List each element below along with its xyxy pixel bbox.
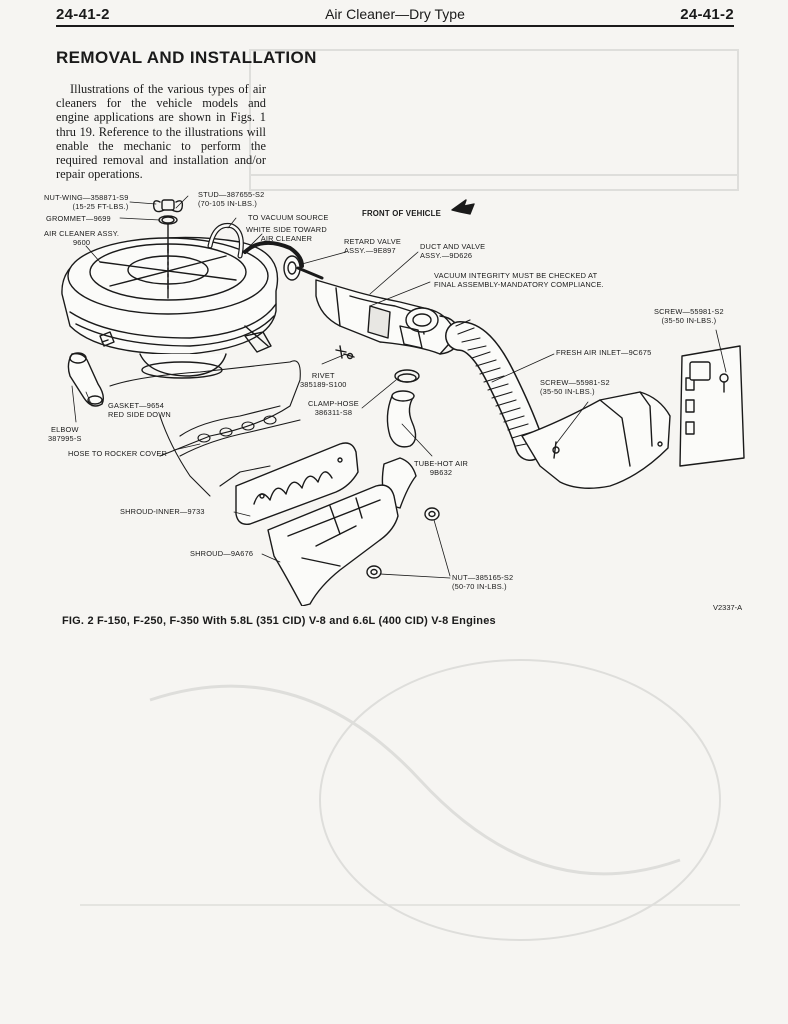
label-white-side: WHITE SIDE TOWARD AIR CLEANER — [246, 225, 327, 243]
label-air-cleaner: AIR CLEANER ASSY. 9600 — [44, 229, 120, 247]
label-shroud-inner: SHROUD-INNER—9733 — [120, 507, 205, 516]
label-fresh-air-inlet: FRESH AIR INLET—9C675 — [556, 348, 652, 357]
label-duct-valve: DUCT AND VALVE ASSY.—9D626 — [420, 242, 486, 260]
label-stud: STUD—387655-S2 (70-105 IN-LBS.) — [198, 190, 265, 208]
header-rule — [56, 25, 734, 27]
figure-code: V2337-A — [713, 603, 743, 612]
nut-lower — [367, 566, 381, 578]
label-screw-lower: SCREW—55981-S2 (35-50 IN-LBS.) — [540, 378, 610, 396]
air-cleaner-housing — [62, 237, 278, 378]
section-title: REMOVAL AND INSTALLATION — [56, 48, 317, 67]
label-vacuum-integrity: VACUUM INTEGRITY MUST BE CHECKED AT FINAL ASSEMBLY-MANDATORY COMPLIANCE. — [434, 271, 604, 289]
exploded-view-figure — [40, 186, 760, 606]
header-title: Air Cleaner—Dry Type — [325, 6, 465, 22]
label-nut-lower: NUT—385165-S2 (50-70 IN-LBS.) — [452, 573, 514, 591]
fresh-air-inlet — [522, 346, 744, 488]
label-nut-wing: NUT-WING—358871-S9 (15-25 FT-LBS.) — [44, 193, 129, 211]
label-tube-hot-air: TUBE-HOT AIR 9B632 — [414, 459, 469, 477]
intro-paragraph: Illustrations of the various types of air cleaners for the vehicle models and engine applications are shown in Figs. 1 thru 19. Reference to the illustrations will enable the mechanic to perform the required removal and installation and/or repair operations. — [56, 82, 266, 182]
label-front-of-vehicle: FRONT OF VEHICLE — [362, 209, 442, 218]
front-arrow-icon — [452, 200, 474, 214]
nut-upper — [425, 508, 439, 520]
label-hose-rocker: HOSE TO ROCKER COVER — [68, 449, 168, 458]
fresh-air-inlet-hose — [456, 320, 536, 446]
duct-valve-assembly — [316, 280, 460, 354]
clamp-hose — [395, 370, 419, 382]
label-clamp-hose: CLAMP-HOSE 386311-S8 — [308, 399, 359, 417]
label-retard-valve: RETARD VALVE ASSY.—9E897 — [344, 237, 402, 255]
label-screw-upper: SCREW—55981-S2 (35-50 IN-LBS.) — [654, 307, 724, 325]
page-number-left: 24-41-2 — [56, 6, 110, 23]
label-vacuum-source: TO VACUUM SOURCE — [248, 213, 329, 222]
page-header — [56, 4, 734, 26]
label-elbow: ELBOW 387995-S — [48, 425, 82, 443]
figure-caption: FIG. 2 F-150, F-250, F-350 With 5.8L (351 CID) V-8 and 6.6L (400 CID) V-8 Engines — [62, 615, 496, 627]
retard-valve — [284, 256, 322, 280]
page-number-right: 24-41-2 — [680, 6, 734, 23]
label-shroud: SHROUD—9A676 — [190, 549, 254, 558]
label-grommet: GROMMET—9699 — [46, 214, 111, 223]
grommet-gasket — [162, 217, 174, 223]
label-gasket: GASKET—9654 RED SIDE DOWN — [108, 401, 171, 419]
label-rivet: RIVET 385189-S100 — [300, 371, 347, 389]
